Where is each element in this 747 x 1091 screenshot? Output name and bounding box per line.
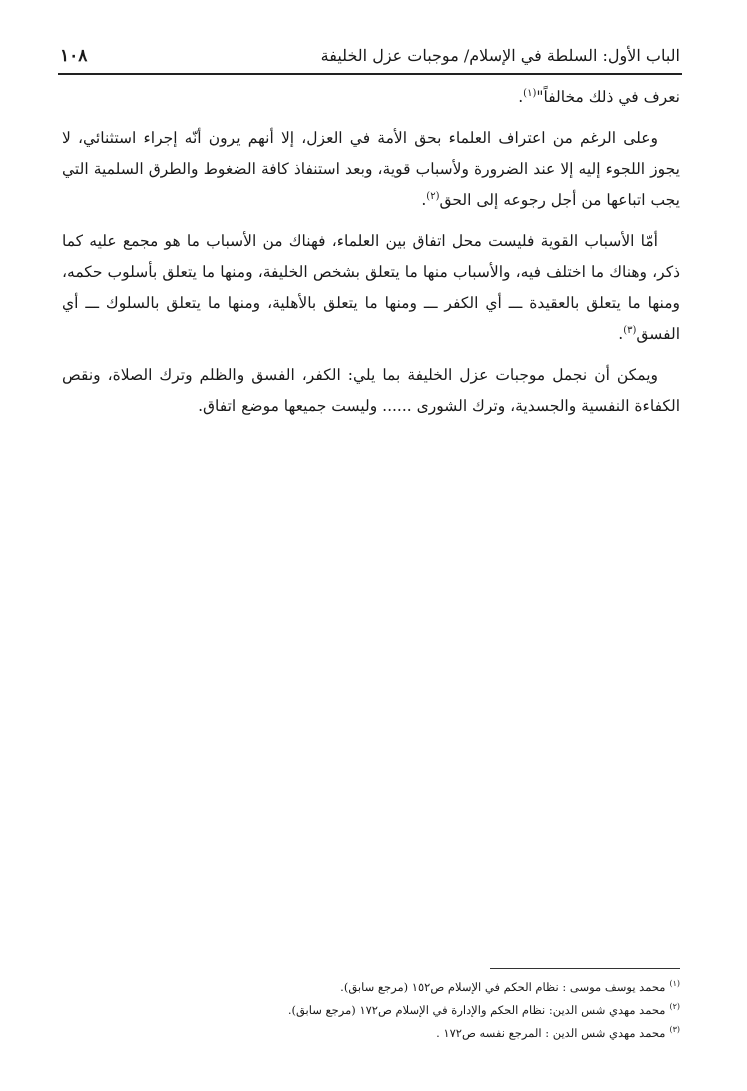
running-title: الباب الأول: السلطة في الإسلام/ موجبات عزل الخليفة <box>320 46 680 65</box>
footnote-text: محمد يوسف موسى : نظام الحكم في الإسلام ص١٥٢ (مرجع سابق). <box>340 980 666 994</box>
footnote <box>62 1022 680 1045</box>
header-divider <box>58 73 682 75</box>
paragraph-end: . <box>618 325 624 343</box>
footnote-number: (٣) <box>669 1025 680 1035</box>
footnote-text: محمد مهدي شس الدين : المرجع نفسه ص١٧٢ . <box>436 1026 666 1040</box>
page-header <box>60 38 680 74</box>
paragraph-text: نعرف في ذلك مخالفاً" <box>536 88 680 106</box>
body-text <box>62 82 680 432</box>
footnote-text: محمد مهدي شس الدين: نظام الحكم والإدارة في الإسلام ص١٧٢ (مرجع سابق). <box>287 1003 666 1017</box>
footnotes <box>62 976 680 1045</box>
paragraph <box>62 226 680 350</box>
paragraph-text: وعلى الرغم من اعتراف العلماء بحق الأمة في العزل، إلا أنهم يرون أنّه إجراء استثنائي، لا يجوز اللجوء إليه إلا عند الضرورة ولأسباب قوية، وبعد استنفاذ كافة الضغوط والطرق السلمية التي يجب اتباعها من أجل رجوعه إلى الحق <box>62 129 680 209</box>
paragraph-end: . <box>421 191 427 209</box>
paragraph <box>62 123 680 216</box>
paragraph-text: أمّا الأسباب القوية فليست محل اتفاق بين العلماء، فهناك من الأسباب ما هو مجمع عليه كما ذكر، وهناك ما اختلف فيه، والأسباب منها ما يتعلق بشخص الخليفة، ومنها ما يتعلق بأسلوب حكمه، ومنها ما يتعلق بالعقيدة ـــ أي الكفر ـــ ومنها ما يتعلق بالأهلية، ومنها ما يتعلق بالسلوك ـــ أي الفسق <box>62 232 680 343</box>
footnote-reference: (١) <box>523 87 537 99</box>
footnote <box>62 999 680 1022</box>
footnote-reference: (٢) <box>426 190 440 202</box>
paragraph <box>62 360 680 422</box>
footnote-divider <box>490 968 680 969</box>
footnote-number: (١) <box>669 979 680 989</box>
footnote-reference: (٣) <box>623 324 637 336</box>
footnote <box>62 976 680 999</box>
footnote-number: (٢) <box>669 1002 680 1012</box>
paragraph-end: . <box>518 88 524 106</box>
page-number: ١٠٨ <box>60 46 88 66</box>
paragraph <box>62 82 680 113</box>
paragraph-text: ويمكن أن نجمل موجبات عزل الخليفة بما يلي: الكفر، الفسق والظلم وترك الصلاة، ونقص الكفاءة النفسية والجسدية، وترك الشورى ...... وليست جميعها موضع اتفاق. <box>62 366 680 415</box>
